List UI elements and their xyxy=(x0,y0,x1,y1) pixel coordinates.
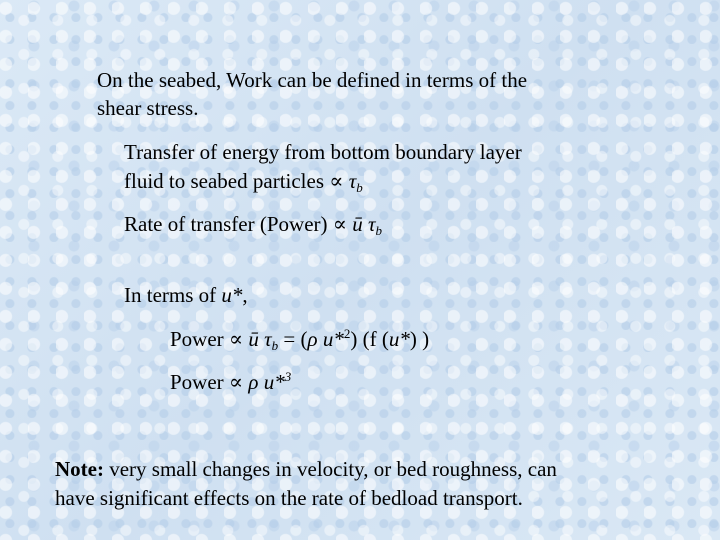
subscript-b: b xyxy=(271,338,279,353)
ustar-symbol: u* xyxy=(221,283,243,307)
tau-symbol: τ xyxy=(264,327,272,351)
intro-line-2: shear stress. xyxy=(97,96,199,120)
ubar-symbol: ū xyxy=(248,327,259,351)
subscript-b: b xyxy=(356,180,363,195)
ustar-symbol: u* xyxy=(388,327,410,351)
power-text: Power ∝ xyxy=(170,370,249,394)
note-line-2: have significant effects on the rate of bedload transport. xyxy=(55,486,523,510)
note-text: very small changes in velocity, or bed roughness, can xyxy=(103,457,557,481)
equals-text: = ( xyxy=(278,327,308,351)
power-equation-1 xyxy=(170,325,429,353)
energy-line-1: Transfer of energy from bottom boundary layer xyxy=(124,140,522,164)
ustar-intro-line xyxy=(124,281,248,309)
rate-text: Rate of transfer (Power) ∝ xyxy=(124,212,353,236)
ustar-symbol: u* xyxy=(322,327,344,351)
function-text: ) (f ( xyxy=(350,327,389,351)
ustar-intro-text: In terms of xyxy=(124,283,222,307)
note-line-1 xyxy=(55,455,557,483)
closing-text: ) ) xyxy=(409,327,430,351)
comma: , xyxy=(242,283,248,307)
rho-symbol: ρ xyxy=(248,370,259,394)
energy-text: fluid to seabed particles ∝ xyxy=(124,169,349,193)
power-text: Power ∝ xyxy=(170,327,249,351)
subscript-b: b xyxy=(375,223,382,238)
note-label: Note: xyxy=(55,457,104,481)
superscript-2: 2 xyxy=(343,326,351,341)
intro-line-1: On the seabed, Work can be defined in terms of the xyxy=(97,68,528,92)
energy-line-2 xyxy=(124,167,363,195)
tau-symbol: τ xyxy=(348,169,357,193)
ubar-symbol: ū xyxy=(352,212,363,236)
power-equation-2 xyxy=(170,368,291,396)
tau-symbol: τ xyxy=(367,212,376,236)
superscript-3: 3 xyxy=(284,369,292,384)
rho-symbol: ρ xyxy=(307,327,318,351)
rate-line xyxy=(124,210,382,238)
ustar-symbol: u* xyxy=(263,370,285,394)
